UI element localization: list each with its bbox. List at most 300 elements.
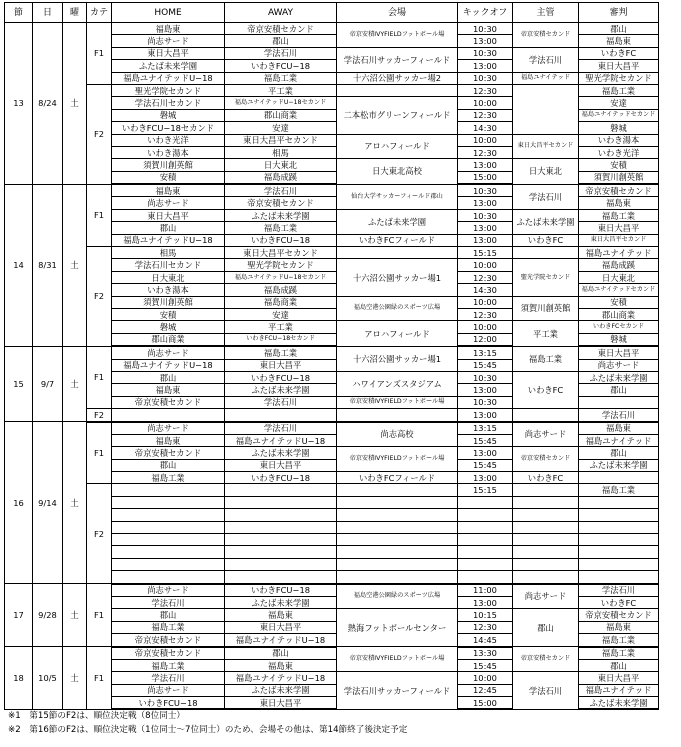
round-weekday: 土 [63,422,87,584]
category-label: F2 [87,84,112,184]
venue: 学法石川サッカーフィールド [337,672,458,710]
host [513,546,579,558]
kickoff-time: 10:30 [458,184,513,197]
home-team: 須賀川創英館 [112,296,225,308]
home-team: 郡山 [112,222,225,234]
home-team [112,571,225,584]
home-team: 尚志サード [112,684,225,696]
host: 須賀川創英館 [513,296,579,321]
round-date: 8/31 [33,184,63,346]
away-team: 学法石川 [225,184,337,197]
kickoff-time: 13:00 [458,197,513,209]
venue: 仙台大学サッカーフィールド郡山 [337,184,458,209]
away-team: 福島工業 [225,346,337,359]
kickoff-time: 12:30 [458,146,513,158]
venue [337,509,458,521]
round-date: 9/14 [33,422,63,584]
kickoff-time: 15:15 [458,484,513,496]
home-team: 安積 [112,308,225,320]
venue: 日大東北高校 [337,159,458,184]
host [513,571,579,584]
home-team: 福島工業 [112,472,225,484]
referee: 福島工業 [579,634,659,647]
home-team: いわきFCU−18セカンド [112,122,225,134]
table-row [5,247,659,259]
venue [337,534,458,546]
venue: 帝京安積IVYFIELDフットボール場 [337,447,458,472]
away-team: 郡山 [225,35,337,47]
referee: 福島工業 [579,209,659,221]
kickoff-time: 10:00 [458,97,513,109]
host [513,558,579,570]
schedule-table [4,2,659,710]
referee: 福島東 [579,35,659,47]
venue: 熱海フットボールセンター [337,609,458,647]
home-team: 福島工業 [112,659,225,671]
home-team: 郡山商業 [112,333,225,346]
host: 学法石川 [513,672,579,710]
referee: いわきFC [579,47,659,59]
home-team: 東日大昌平 [112,209,225,221]
referee: 福島ユナイテッドセカンド [579,109,659,121]
header-kickoff: キックオフ [458,3,513,23]
round-number: 13 [5,23,33,185]
category-label: F1 [87,23,112,85]
home-team: 福島工業 [112,621,225,633]
away-team: 福島東 [225,609,337,621]
round-weekday: 土 [63,184,87,346]
referee: 磐城 [579,333,659,346]
away-team [225,521,337,533]
venue: ハワイアンズスタジアム [337,371,458,396]
away-team: 東日大昌平セカンド [225,247,337,259]
kickoff-time [458,546,513,558]
away-team: 東日大昌平 [225,697,337,710]
round-weekday: 土 [63,346,87,421]
referee: 福島東 [579,422,659,435]
home-team: いわき湯本 [112,146,225,158]
referee: ふたば未来学園 [579,697,659,710]
referee: 尚志サード [579,359,659,371]
table-row [5,647,659,660]
home-team: 郡山 [112,371,225,383]
kickoff-time: 13:00 [458,60,513,72]
round-number: 18 [5,647,33,710]
away-team [225,496,337,508]
home-team: ふたば未来学園 [112,60,225,72]
kickoff-time: 15:45 [458,434,513,446]
round-date: 8/24 [33,23,63,185]
away-team: 相馬 [225,146,337,158]
kickoff-time: 12:00 [458,333,513,346]
venue: アロハフィールド [337,134,458,159]
category-label: F2 [87,484,112,584]
kickoff-time: 13:00 [458,384,513,396]
home-team: 相馬 [112,247,225,259]
round-date: 9/28 [33,584,63,647]
away-team: 福島ユナイテッドU−18セカンド [225,97,337,109]
home-team: いわきFCU−18 [112,697,225,710]
category-label: F2 [87,247,112,347]
away-team: いわきFCU−18セカンド [225,333,337,346]
header-date: 日 [33,3,63,23]
referee [579,558,659,570]
referee: 郡山 [579,384,659,396]
venue [337,484,458,496]
home-team: 東日大昌平 [112,47,225,59]
round-date: 10/5 [33,647,63,710]
footnote: ※2 第16節のF2は、順位決定戦（1位同士〜7位同士）のため、会場その他は、第14節終了後決定予定 [8,725,408,735]
schedule-body [5,23,659,710]
referee: 帝京安積セカンド [579,609,659,621]
venue [337,546,458,558]
away-team: ふたば未来学園 [225,447,337,459]
home-team: いわき湯本 [112,284,225,296]
referee [579,472,659,484]
table-row [5,23,659,35]
venue [337,247,458,259]
kickoff-time: 12:30 [458,84,513,96]
home-team: 福島ユナイテッドU−18 [112,359,225,371]
kickoff-time [458,521,513,533]
referee: 帝京安積セカンド [579,184,659,197]
kickoff-time: 10:00 [458,259,513,271]
kickoff-time: 15:45 [458,459,513,471]
home-team: 尚志サード [112,584,225,597]
away-team: いわきFCU−18 [225,371,337,383]
venue: いわきFCフィールド [337,472,458,484]
host: 聖光学院セカンド [513,259,579,296]
referee: 福島工業 [579,84,659,96]
round-weekday: 土 [63,647,87,710]
kickoff-time: 13:00 [458,234,513,246]
away-team [225,409,337,422]
kickoff-time: 10:00 [458,672,513,684]
home-team: 学法石川 [112,672,225,684]
referee: 郡山商業 [579,308,659,320]
referee: ふたば未来学園 [579,371,659,383]
host [513,484,579,496]
referee: 学法石川 [579,409,659,422]
away-team: 東日大昌平 [225,621,337,633]
kickoff-time: 13:00 [458,596,513,608]
category-label: F1 [87,647,112,710]
away-team: ふたば未来学園 [225,384,337,396]
away-team: 福島東 [225,659,337,671]
home-team: 須賀川創英館 [112,159,225,171]
referee: 東日大昌平 [579,60,659,72]
away-team: いわきFCU−18 [225,472,337,484]
away-team: 福島ユナイテッドU−18 [225,672,337,684]
header-category: カテ [87,3,112,23]
home-team: 尚志サード [112,422,225,435]
home-team: 磐城 [112,321,225,333]
kickoff-time: 10:30 [458,47,513,59]
referee: 聖光学院セカンド [579,72,659,84]
host [513,84,579,134]
home-team [112,484,225,496]
kickoff-time: 13:00 [458,409,513,422]
host [513,496,579,508]
category-label: F1 [87,184,112,246]
host [513,509,579,521]
host: 尚志サード [513,584,579,609]
header-venue: 会場 [337,3,458,23]
host [513,534,579,546]
host [513,409,579,422]
host: 東日大昌平セカンド [513,134,579,159]
home-team: 学法石川 [112,596,225,608]
away-team: 聖光学院セカンド [225,259,337,271]
away-team [225,558,337,570]
referee: 福島工業 [579,484,659,496]
away-team: 福島成蹊 [225,171,337,184]
venue [337,571,458,584]
host: 日大東北 [513,159,579,184]
round-number: 15 [5,346,33,421]
venue [337,409,458,422]
away-team [225,484,337,496]
kickoff-time: 13:00 [458,472,513,484]
away-team: いわきFCU−18 [225,60,337,72]
home-team: 尚志サード [112,346,225,359]
home-team: 郡山 [112,609,225,621]
host [513,521,579,533]
kickoff-time: 13:00 [458,35,513,47]
away-team: 帝京安積セカンド [225,197,337,209]
venue [337,496,458,508]
away-team: 福島工業 [225,72,337,84]
kickoff-time: 10:30 [458,23,513,35]
home-team [112,521,225,533]
home-team: 福島東 [112,184,225,197]
venue: 福島空港公園緑のスポーツ広場 [337,584,458,609]
kickoff-time: 15:15 [458,247,513,259]
referee: 福島ユナイテッド [579,247,659,259]
table-row [5,584,659,597]
referee [579,509,659,521]
home-team: 安積 [112,171,225,184]
venue: 十六沼公園サッカー場2 [337,72,458,84]
away-team: 福島ユナイテッドU−18 [225,434,337,446]
kickoff-time: 10:30 [458,396,513,408]
venue: 十六沼公園サッカー場1 [337,346,458,371]
header-away: AWAY [225,3,337,23]
away-team: 日大東北 [225,159,337,171]
category-label: F1 [87,346,112,408]
away-team: 東日大昌平 [225,459,337,471]
referee: 東日大昌平セカンド [579,234,659,246]
kickoff-time: 15:00 [458,171,513,184]
referee [579,496,659,508]
header-row [5,3,659,23]
home-team [112,534,225,546]
venue [337,521,458,533]
round-number: 14 [5,184,33,346]
referee [579,546,659,558]
venue: 十六沼公園サッカー場1 [337,259,458,296]
home-team: 帝京安積セカンド [112,647,225,660]
kickoff-time: 14:30 [458,284,513,296]
kickoff-time: 13:15 [458,346,513,359]
host: 帝京安積セカンド [513,647,579,672]
referee: 福島東 [579,621,659,633]
table-row [5,422,659,435]
venue: 帝京安積IVYFIELDフットボール場 [337,23,458,48]
kickoff-time [458,558,513,570]
kickoff-time [458,571,513,584]
host: 学法石川 [513,184,579,209]
host [513,247,579,259]
home-team: 聖光学院セカンド [112,84,225,96]
kickoff-time: 13:00 [458,222,513,234]
away-team: 安達 [225,308,337,320]
venue: いわきFCフィールド [337,234,458,246]
home-team: 帝京安積セカンド [112,634,225,647]
kickoff-time: 11:00 [458,584,513,597]
venue: アロハフィールド [337,321,458,346]
host: 福島ユナイテッド [513,72,579,84]
referee: 須賀川創英館 [579,171,659,184]
away-team: いわきFCU−18 [225,234,337,246]
away-team: ふたば未来学園 [225,596,337,608]
away-team [225,534,337,546]
round-weekday: 土 [63,23,87,185]
home-team [112,546,225,558]
referee [579,396,659,408]
home-team: 福島ユナイテッドU−18 [112,72,225,84]
kickoff-time [458,534,513,546]
kickoff-time: 10:00 [458,321,513,333]
referee: 東日大昌平 [579,222,659,234]
footnotes [8,709,407,737]
home-team: 帝京安積セカンド [112,396,225,408]
host: 帝京安積セカンド [513,23,579,48]
kickoff-time: 13:00 [458,447,513,459]
kickoff-time: 12:30 [458,271,513,283]
referee: 福島ユナイテッド [579,434,659,446]
referee: いわきFCセカンド [579,321,659,333]
away-team: 学法石川 [225,396,337,408]
away-team: 福島ユナイテッドU−18 [225,634,337,647]
referee: いわき光洋 [579,146,659,158]
home-team: 福島東 [112,384,225,396]
kickoff-time: 12:30 [458,621,513,633]
away-team: 平工業 [225,321,337,333]
table-row [5,409,659,422]
host: いわきFC [513,371,579,408]
kickoff-time: 13:30 [458,647,513,660]
away-team: 郡山 [225,647,337,660]
away-team [225,546,337,558]
table-row [5,346,659,359]
table-row [5,184,659,197]
kickoff-time: 13:00 [458,159,513,171]
away-team: 学法石川 [225,422,337,435]
header-referee: 審判 [579,3,659,23]
venue: ふたば未来学園 [337,209,458,234]
kickoff-time: 12:30 [458,109,513,121]
referee: いわきFC [579,596,659,608]
away-team: 帝京安積セカンド [225,23,337,35]
kickoff-time [458,496,513,508]
kickoff-time: 15:45 [458,659,513,671]
venue: 尚志高校 [337,422,458,447]
home-team: 磐城 [112,109,225,121]
kickoff-time: 13:15 [458,422,513,435]
away-team: 福島商業 [225,296,337,308]
home-team: 福島ユナイテッドU−18 [112,234,225,246]
home-team: 帝京安積セカンド [112,447,225,459]
round-number: 17 [5,584,33,647]
referee: 磐城 [579,122,659,134]
referee: 福島ユナイテッド [579,684,659,696]
kickoff-time: 10:30 [458,72,513,84]
referee: 学法石川 [579,584,659,597]
footnote: ※1 第15節のF2は、順位決定戦（8位同士） [8,711,185,721]
referee: 安達 [579,97,659,109]
away-team: 安達 [225,122,337,134]
host: 郡山 [513,609,579,647]
venue: 帝京安積IVYFIELDフットボール場 [337,647,458,672]
kickoff-time: 15:45 [458,359,513,371]
kickoff-time: 10:15 [458,609,513,621]
home-team: 福島東 [112,23,225,35]
away-team: 平工業 [225,84,337,96]
referee: 安積 [579,296,659,308]
home-team [112,496,225,508]
referee: ふたば未来学園 [579,459,659,471]
away-team: ふたば未来学園 [225,684,337,696]
category-label: F1 [87,422,112,484]
host: いわきFC [513,472,579,484]
away-team: 東日大昌平 [225,359,337,371]
host: 福島工業 [513,346,579,371]
round-weekday: 土 [63,584,87,647]
venue: 帝京安積IVYFIELDフットボール場 [337,396,458,408]
table-row [5,484,659,496]
table-row [5,84,659,96]
home-team [112,409,225,422]
host: 平工業 [513,321,579,346]
kickoff-time: 10:00 [458,134,513,146]
venue [337,558,458,570]
kickoff-time: 10:30 [458,371,513,383]
kickoff-time: 12:45 [458,684,513,696]
header-setsu: 節 [5,3,33,23]
away-team: ふたば未来学園 [225,209,337,221]
home-team: 尚志サード [112,197,225,209]
category-label: F2 [87,409,112,422]
home-team: 福島東 [112,434,225,446]
round-number: 16 [5,422,33,584]
host: いわきFC [513,234,579,246]
away-team: 福島成蹊 [225,284,337,296]
venue: 二本松市グリーンフィールド [337,97,458,134]
kickoff-time [458,509,513,521]
away-team: いわきFCU−18 [225,584,337,597]
host: 学法石川 [513,47,579,72]
referee: 日大東北 [579,271,659,283]
kickoff-time: 10:30 [458,209,513,221]
venue [337,84,458,96]
referee: いわき湯本 [579,134,659,146]
host: ふたば未来学園 [513,209,579,234]
venue: 学法石川サッカーフィールド [337,47,458,72]
header-day: 曜 [63,3,87,23]
header-home: HOME [112,3,225,23]
referee [579,521,659,533]
